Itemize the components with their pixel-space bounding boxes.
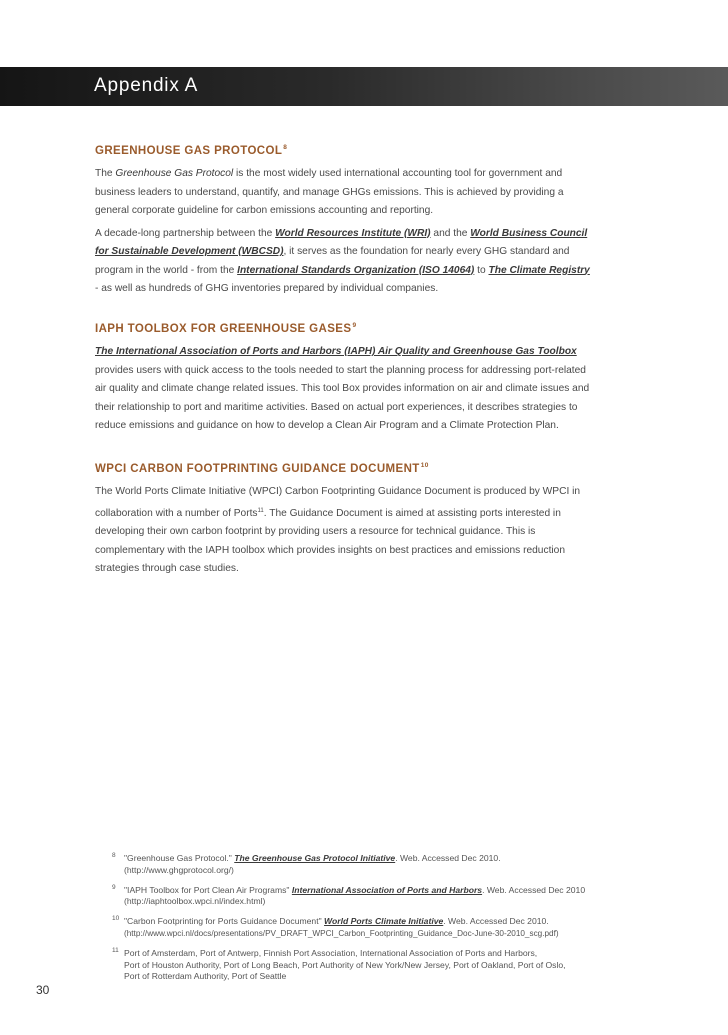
ref-link: The Greenhouse Gas Protocol Initiative [234, 853, 396, 863]
footnote-number: 9 [112, 883, 116, 891]
page-title: Appendix A [94, 75, 199, 96]
footnotes [112, 853, 612, 991]
footnote-url: (http://www.ghgprotocol.org/) [124, 864, 234, 875]
ref-link: World Ports Climate Initiative [324, 916, 444, 927]
footnote: 11 Port of Amsterdam, Port of Antwerp, Finnish Port Association, International Association of Ports and Harbors, Port of Houston Authority, Port of Long Beach, Port Authority of New York/New Jersey, Port of Oakland, Port of Oslo, Port of Rotterdam Authority, Port of Seattle [112, 946, 566, 982]
ref-link: International Standards Organization (ISO 14064) [237, 264, 475, 276]
footnote-url: (http://www.wpci.nl/docs/presentations/PV_DRAFT_WPCI_Carbon_Footprinting_Guidance_Doc-June-30-2010_scg.pdf) [124, 928, 559, 938]
paragraph: The International Association of Ports and Harbors (IAPH) Air Quality and Greenhouse Gas Toolbox provides users with quick access to the tools needed to start the planning process for addressing port-related air quality and climate change related issues. This tool Box provides information on air and climate issues and their relationship to port and maritime activities. Based on actual port experiences, it describes strategies to reduce emissions and guidance on how to develop a Clean Air Program and a Climate Protection Plan. [95, 346, 590, 431]
footnote-number: 11 [112, 946, 119, 954]
section-wpci-guidance [95, 462, 595, 579]
footnote-number: 8 [112, 852, 116, 859]
ref-italic: Greenhouse Gas Protocol [115, 168, 234, 179]
footnote: 8 "Greenhouse Gas Protocol." The Greenhouse Gas Protocol Initiative. Web. Accessed Dec 2010. (http://www.ghgprotocol.org/) [112, 853, 612, 877]
footnote-ref: 9 [352, 322, 357, 329]
section-ghg-protocol [95, 144, 595, 299]
ref-link: World Business Council for Sustainable Development (WBCSD) [95, 227, 588, 257]
footnote-ref: 8 [283, 144, 288, 151]
paragraph: The World Ports Climate Initiative (WPCI) Carbon Footprinting Guidance Document is produced by WPCI in collaboration with a number of Ports$^{11}$. The Guidance Document is aimed at assisting ports interested in developing their own carbon footprint by providing users a resource for technical guidance. This is complementary with the IAPH toolbox which provides insights on best practices and emissions reduction strategies through case studies. [95, 486, 581, 574]
section-heading: IAPH TOOLBOX FOR GREENHOUSE GASES$^9$ [95, 322, 357, 335]
section-heading: WPCI CARBON FOOTPRINTING GUIDANCE DOCUMENT$^{10}$ [95, 462, 429, 475]
footnote: 10 "Carbon Footprinting for Ports Guidance Document" World Ports Climate Initiative. Web. Accessed Dec 2010. (http://www.wpci.nl/docs/presentations/PV_DRAFT_WPCI_Carbon_Footprinting_Guidance_Doc-June-30-2010_scg.pdf) [112, 916, 612, 940]
ref-link: The Climate Registry [488, 264, 590, 276]
ref-link: International Association of Ports and Harbors [291, 884, 483, 895]
footnote-ref: 10 [420, 462, 429, 469]
paragraph: The Greenhouse Gas Protocol is the most widely used international accounting tool for government and business leaders to understand, quantify, and manage GHGs emissions. This is achieved by providing a general corporate guideline for carbon emissions accounting and reporting. [95, 168, 564, 216]
page-number: 30 [36, 983, 50, 997]
header-band [0, 67, 728, 106]
section-iaph-toolbox [95, 322, 595, 436]
footnote-url: (http://iaphtoolbox.wpci.nl/index.html) [124, 896, 266, 907]
section-heading: GREENHOUSE GAS PROTOCOL$^8$ [95, 144, 288, 157]
footnote-number: 10 [112, 915, 120, 923]
footnote-ref: 11 [257, 507, 264, 514]
ref-link: World Resources Institute (WRI) [275, 227, 431, 239]
footnote: 9 "IAPH Toolbox for Port Clean Air Programs" International Association of Ports and Harbors. Web. Accessed Dec 2010 (http://iaphtoolbox.wpci.nl/index.html) [112, 885, 612, 909]
ref-link: The International Association of Ports and Harbors (IAPH) Air Quality and Greenhouse Gas Toolbox [95, 346, 577, 357]
paragraph: A decade-long partnership between the World Resources Institute (WRI) and the World Business Council for Sustainable Development (WBCSD), it serves as the foundation for nearly every GHG standard and program in the world - from the International Standards Organization (ISO 14064) to The Climate Registry - as well as hundreds of GHG inventories prepared by individual companies. [95, 227, 590, 294]
